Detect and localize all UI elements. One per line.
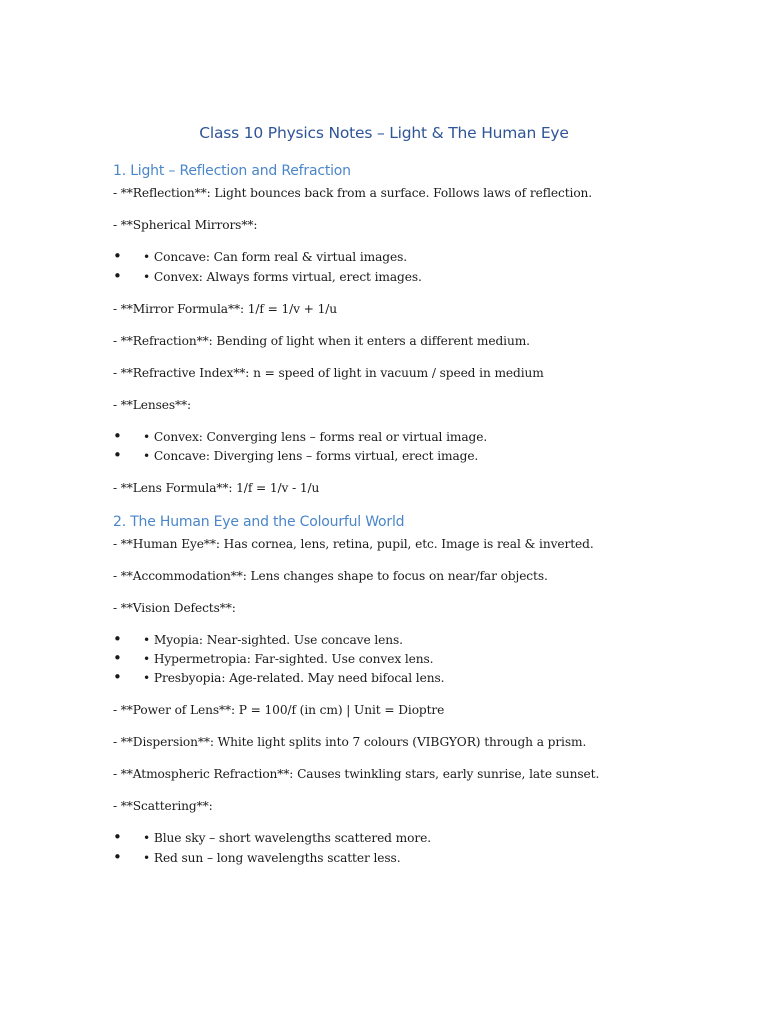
note-lens-formula: - **Lens Formula**: 1/f = 1/v - 1/u	[113, 481, 320, 495]
bullet-text-presbyopia: • Presbyopia: Age-related. May need bifocal lens.	[143, 671, 445, 685]
bullet-icon: •	[113, 668, 122, 686]
bullet-text-convex-lens: • Convex: Converging lens – forms real or virtual image.	[143, 430, 488, 444]
document-title: Class 10 Physics Notes – Light & The Human Eye	[199, 124, 569, 142]
note-refractive-index: - **Refractive Index**: n = speed of light in vacuum / speed in medium	[113, 366, 544, 380]
bullet-icon: •	[113, 427, 122, 445]
bullet-icon: •	[113, 848, 122, 866]
section-heading-light: 1. Light – Reflection and Refraction	[113, 163, 351, 179]
note-reflection: - **Reflection**: Light bounces back from a surface. Follows laws of reflection.	[113, 186, 593, 200]
note-refraction: - **Refraction**: Bending of light when it enters a different medium.	[113, 334, 530, 348]
bullet-text-concave-lens: • Concave: Diverging lens – forms virtual, erect image.	[143, 449, 479, 463]
note-scattering: - **Scattering**:	[113, 799, 213, 813]
bullet-text-blue-sky: • Blue sky – short wavelengths scattered more.	[143, 831, 431, 845]
note-accommodation: - **Accommodation**: Lens changes shape to focus on near/far objects.	[113, 569, 548, 583]
bullet-icon: •	[113, 630, 122, 648]
bullet-text-hypermetropia: • Hypermetropia: Far-sighted. Use convex lens.	[143, 652, 434, 666]
note-spherical-mirrors: - **Spherical Mirrors**:	[113, 218, 258, 232]
bullet-text-convex-mirror: • Convex: Always forms virtual, erect images.	[143, 270, 422, 284]
note-power-of-lens: - **Power of Lens**: P = 100/f (in cm) | Unit = Dioptre	[113, 703, 445, 717]
bullet-icon: •	[113, 247, 122, 265]
note-atmospheric-refraction: - **Atmospheric Refraction**: Causes twinkling stars, early sunrise, late sunset.	[113, 767, 600, 781]
bullet-icon: •	[113, 649, 122, 667]
bullet-icon: •	[113, 267, 122, 285]
bullet-icon: •	[113, 828, 122, 846]
bullet-text-concave-mirror: • Concave: Can form real & virtual images.	[143, 250, 408, 264]
note-mirror-formula: - **Mirror Formula**: 1/f = 1/v + 1/u	[113, 302, 337, 316]
note-lenses: - **Lenses**:	[113, 398, 192, 412]
bullet-text-myopia: • Myopia: Near-sighted. Use concave lens.	[143, 633, 403, 647]
bullet-icon: •	[113, 446, 122, 464]
note-human-eye: - **Human Eye**: Has cornea, lens, retina, pupil, etc. Image is real & inverted.	[113, 537, 594, 551]
note-dispersion: - **Dispersion**: White light splits into 7 colours (VIBGYOR) through a prism.	[113, 735, 587, 749]
bullet-text-red-sun: • Red sun – long wavelengths scatter less.	[143, 851, 401, 865]
note-vision-defects: - **Vision Defects**:	[113, 601, 236, 615]
section-heading-human-eye: 2. The Human Eye and the Colourful World	[113, 514, 405, 530]
